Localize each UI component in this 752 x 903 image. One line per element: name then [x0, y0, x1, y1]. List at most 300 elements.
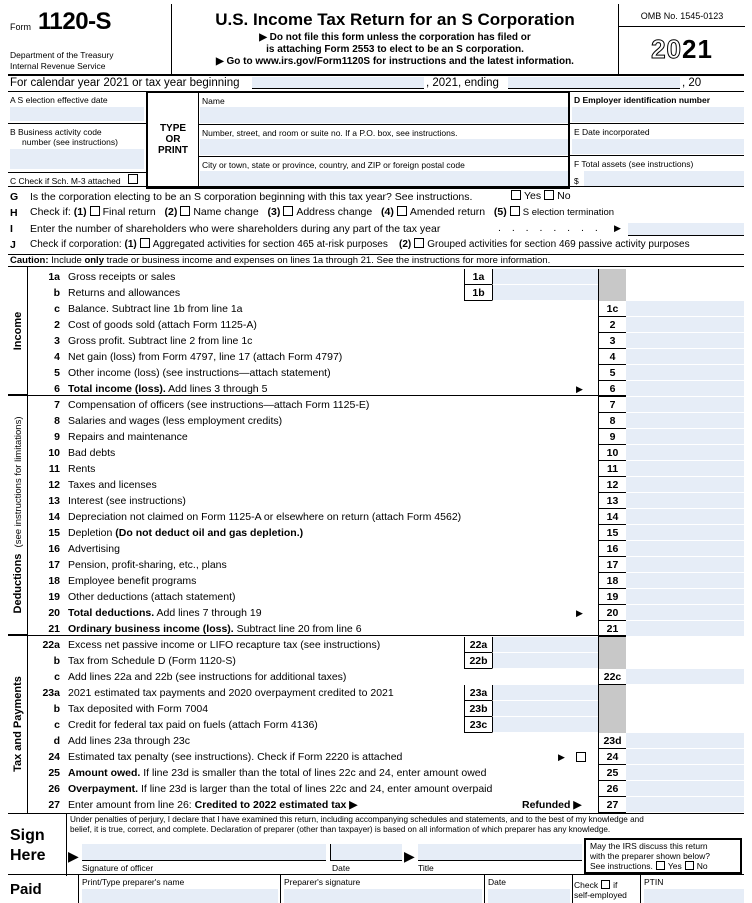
line-text — [68, 591, 236, 603]
line-row — [28, 573, 744, 589]
line-text — [68, 527, 303, 539]
line-text-body: Net gain (loss) from Form 4797, line 17 (attach Form 4797) — [68, 351, 343, 363]
corporation-name-field[interactable] — [200, 107, 568, 123]
business-activity-code-field[interactable] — [10, 149, 144, 169]
year-outline: 20 — [651, 34, 682, 64]
j2-label: Grouped activities for section 469 passive activity purposes — [427, 239, 690, 250]
j-letter: J — [10, 239, 16, 251]
line-arrow: ▶ — [576, 608, 583, 618]
line-row — [28, 349, 744, 365]
line-text-body: Cost of goods sold (attach Form 1125-A) — [68, 319, 257, 331]
shaded-cell — [598, 653, 626, 669]
line-row — [28, 365, 744, 381]
line-text — [68, 431, 188, 443]
line-text-body: Interest (see instructions) — [68, 495, 186, 507]
dept-line-2: Internal Revenue Service — [10, 61, 106, 71]
amount-field[interactable] — [626, 397, 744, 413]
line-text-body: 2021 estimated tax payments and 2020 overpayment credited to 2021 — [68, 687, 394, 699]
line-row — [28, 429, 744, 445]
sign-word: Sign — [10, 827, 45, 844]
line-text-body: Add lines 7 through 19 — [154, 607, 262, 619]
line-row — [28, 333, 744, 349]
discuss-line-2: with the preparer shown below? — [590, 851, 711, 861]
line-text-body: Credit for federal tax paid on fuels (attach Form 4136) — [68, 719, 318, 731]
amended-return-checkbox[interactable] — [397, 206, 407, 216]
ptin-label: PTIN — [644, 877, 664, 887]
amount-field[interactable] — [626, 365, 744, 381]
check-if: if — [613, 880, 618, 890]
line-row — [28, 701, 744, 717]
line-row — [28, 285, 744, 301]
line-arrow: ▶ — [576, 384, 583, 394]
amount-field[interactable] — [626, 733, 744, 749]
omb-number: OMB No. 1545-0123 — [619, 11, 745, 27]
amount-field[interactable] — [626, 781, 744, 797]
i-dots: . . . . . . . . — [498, 222, 602, 234]
tax-payments-label: Tax and Payments — [11, 676, 24, 772]
line-text-body: Taxes and licenses — [68, 479, 157, 491]
box-label: 1c — [598, 301, 626, 317]
amount-field[interactable] — [626, 349, 744, 365]
line-text — [68, 559, 227, 571]
title-label: Title — [418, 863, 434, 873]
line-number: 2 — [54, 319, 60, 331]
line-text-body: Subtract line 20 from line 6 — [233, 623, 362, 635]
shaded-cell — [598, 637, 626, 653]
line-text-body: Tax deposited with Form 7004 — [68, 703, 209, 715]
line-text-body: Balance. Subtract line 1b from line 1a — [68, 303, 243, 315]
line-text — [68, 319, 257, 331]
shaded-cell — [598, 269, 626, 285]
box-label: 4 — [598, 349, 626, 365]
title-arrow: ▶ — [404, 848, 415, 864]
here-word: Here — [10, 847, 46, 864]
amount-field[interactable] — [626, 541, 744, 557]
line-text — [68, 703, 208, 715]
line-text-bold: (Do not deduct oil and gas depletion.) — [112, 527, 304, 539]
box-label: 24 — [598, 749, 626, 765]
shaded-cell — [598, 701, 626, 717]
grouped-activities-checkbox[interactable] — [414, 238, 424, 248]
inner-box-label: 22b — [464, 653, 492, 669]
line-text — [68, 767, 486, 779]
sig-arrow: ▶ — [68, 848, 79, 864]
line-text-body: Compensation of officers (see instructions—attach Form 1125-E) — [68, 399, 370, 411]
amount-field[interactable] — [626, 301, 744, 317]
e-label: E Date incorporated — [574, 127, 650, 137]
line-number: 4 — [54, 351, 60, 363]
line-text-body: Employee benefit programs — [68, 575, 197, 587]
line-number: 17 — [48, 559, 60, 571]
blank-cell — [626, 637, 744, 653]
line-text — [68, 719, 318, 731]
preparer-date-field[interactable] — [488, 889, 570, 903]
line-text-body: Returns and allowances — [68, 287, 181, 299]
shaded-cell — [598, 717, 626, 733]
line-j — [8, 237, 744, 253]
dept-line-1: Department of the Treasury — [10, 50, 114, 60]
discuss-no: No — [696, 861, 708, 871]
amount-field[interactable] — [626, 573, 744, 589]
line-text-body: Advertising — [68, 543, 120, 555]
shaded-cell — [598, 685, 626, 701]
aggregated-activities-checkbox[interactable] — [140, 238, 150, 248]
h2-num: (2) — [164, 206, 178, 218]
amount-field[interactable] — [626, 461, 744, 477]
caution-line — [8, 254, 744, 267]
amount-field[interactable] — [626, 557, 744, 573]
box-label: 11 — [598, 461, 626, 477]
year-bold: 21 — [682, 34, 713, 64]
g-letter: G — [10, 191, 19, 203]
deductions-thin: (see instructions for limitations) — [12, 416, 24, 547]
g-text: Is the corporation electing to be an S corporation beginning with this tax year? See instructions. — [30, 191, 473, 203]
amount-field[interactable] — [626, 429, 744, 445]
i-arrow: ▶ — [614, 223, 621, 233]
line-arrow: ▶ — [558, 752, 565, 762]
line-row — [28, 445, 744, 461]
discuss-no-checkbox[interactable] — [685, 861, 694, 870]
line-text — [68, 607, 262, 619]
line-row — [28, 493, 744, 509]
g-options — [508, 190, 571, 202]
g-no-label: No — [557, 190, 571, 202]
line-text — [68, 383, 267, 395]
line-row — [28, 413, 744, 429]
box-label: 25 — [598, 765, 626, 781]
address-change-checkbox[interactable] — [283, 206, 293, 216]
discuss-line-3: See instructions. — [590, 861, 653, 871]
ein-field[interactable] — [572, 107, 744, 122]
s-election-termination-checkbox[interactable] — [510, 206, 520, 216]
name-change-checkbox[interactable] — [180, 206, 190, 216]
box-label: 15 — [598, 525, 626, 541]
amount-field[interactable] — [626, 509, 744, 525]
omb-block — [618, 4, 744, 76]
line-i — [8, 221, 744, 237]
g-yes-label: Yes — [524, 190, 542, 202]
line-text — [68, 463, 95, 475]
line-number: 25 — [48, 767, 60, 779]
inner-amount-field[interactable] — [492, 285, 598, 301]
caution-only: only — [84, 255, 104, 266]
city-state-zip-field[interactable] — [200, 171, 568, 186]
amount-field[interactable] — [626, 525, 744, 541]
sign-title — [10, 826, 46, 866]
inner-box-label: 23c — [464, 717, 492, 733]
calendar-mid: , 2021, ending — [426, 77, 499, 89]
line-text — [68, 271, 175, 283]
self-employed-checkbox[interactable] — [601, 880, 610, 889]
perjury-line-1: Under penalties of perjury, I declare that I have examined this return, including accompanying schedules and statements, and to the best of my knowledge and — [70, 815, 644, 824]
line-text — [68, 799, 357, 811]
amount-field[interactable] — [626, 605, 744, 621]
total-assets-field[interactable] — [584, 171, 744, 186]
line-text-bold: Amount owed. — [68, 767, 141, 779]
line-text-bold: Ordinary business income (loss). — [68, 623, 234, 635]
amount-field[interactable] — [626, 381, 744, 397]
amount-field[interactable] — [626, 749, 744, 765]
caution-text-1: Include — [51, 255, 82, 266]
line-number: 12 — [48, 479, 60, 491]
line-row — [28, 317, 744, 333]
line-row — [28, 717, 744, 733]
form-header — [8, 4, 744, 76]
line-number: 5 — [54, 367, 60, 379]
line-text — [68, 639, 380, 651]
deductions-label — [12, 416, 24, 613]
preparer-date-label: Date — [488, 877, 506, 887]
preparer-signature-field[interactable] — [284, 889, 482, 903]
line-text-bold: Total income (loss). — [68, 383, 166, 395]
h-options — [30, 206, 614, 218]
j2-num: (2) — [398, 239, 412, 250]
tax-year-end-field[interactable] — [508, 77, 680, 89]
h5-label: S election termination — [522, 207, 615, 218]
box-label: 22c — [598, 669, 626, 685]
line-row — [28, 269, 744, 285]
inner-amount-field[interactable] — [492, 717, 598, 733]
h1-label: Final return — [102, 206, 156, 218]
blank-cell — [626, 685, 744, 701]
preparer-name-field[interactable] — [82, 889, 278, 903]
tax-year-begin-field[interactable] — [252, 77, 424, 89]
amount-field[interactable] — [626, 493, 744, 509]
amount-field[interactable] — [626, 477, 744, 493]
amount-field[interactable] — [626, 797, 744, 813]
street-address-field[interactable] — [200, 139, 568, 155]
line-text — [68, 399, 369, 411]
line-row — [28, 589, 744, 605]
perjury-line-2: belief, it is true, correct, and complete. Declaration of preparer (other than taxpayer) is based on all information of which preparer has any knowledge. — [70, 825, 611, 834]
line-number: 24 — [48, 751, 60, 763]
c-label: C Check if Sch. M-3 attached — [10, 176, 121, 186]
self-employed-check — [574, 880, 627, 900]
line-text — [68, 751, 402, 763]
street-label: Number, street, and room or suite no. If a P.O. box, see instructions. — [202, 128, 458, 138]
department — [10, 50, 113, 72]
line-text — [68, 671, 346, 683]
discuss-line-3-row — [590, 861, 736, 871]
line-text — [68, 575, 196, 587]
inner-amount-field[interactable] — [492, 637, 598, 653]
line-text-body: Gross receipts or sales — [68, 271, 176, 283]
box-label: 13 — [598, 493, 626, 509]
refunded-label: Refunded ▶ — [522, 799, 582, 811]
paid-title: Paid — [10, 881, 42, 898]
line-number: b — [53, 287, 60, 299]
calendar-end: , 20 — [682, 77, 702, 89]
line-text-body: Depletion — [68, 527, 113, 539]
line-row — [28, 541, 744, 557]
line-number: 18 — [48, 575, 60, 587]
g-yes-checkbox[interactable] — [511, 190, 521, 200]
h1-num: (1) — [73, 206, 87, 218]
blank-cell — [626, 701, 744, 717]
h4-label: Amended return — [409, 206, 486, 218]
caution-bold: Caution: — [10, 255, 49, 266]
line-row — [28, 765, 744, 781]
i-text: Enter the number of shareholders who were shareholders during any part of the tax year — [30, 223, 441, 235]
amount-field[interactable] — [626, 621, 744, 637]
box-label: 7 — [598, 397, 626, 413]
line-text-body: Other deductions (attach statement) — [68, 591, 236, 603]
date-label: Date — [332, 863, 350, 873]
box-label: 26 — [598, 781, 626, 797]
line-number: 22a — [42, 639, 60, 651]
inner-box-label: 22a — [464, 637, 492, 653]
line-row — [28, 301, 744, 317]
form-id-block — [8, 4, 172, 76]
box-label: 16 — [598, 541, 626, 557]
line-row — [28, 653, 744, 669]
name-label: Name — [202, 96, 225, 106]
date-incorporated-field[interactable] — [572, 139, 744, 154]
form-2220-checkbox[interactable] — [576, 752, 586, 762]
line-text — [68, 495, 186, 507]
divider — [198, 124, 568, 125]
box-label: 12 — [598, 477, 626, 493]
line-text-body: Salaries and wages (less employment credits) — [68, 415, 283, 427]
line-text-body: Add lines 23a through 23c — [68, 735, 191, 747]
line-g — [8, 189, 744, 205]
line-text-body: Other income (loss) (see instructions—attach statement) — [68, 367, 331, 379]
h3-num: (3) — [267, 206, 281, 218]
line-number: d — [53, 735, 60, 747]
divider — [570, 123, 744, 124]
city-label: City or town, state or province, country, and ZIP or foreign postal code — [202, 160, 465, 170]
inner-box-label: 1a — [464, 269, 492, 285]
amount-field[interactable] — [626, 669, 744, 685]
box-label: 21 — [598, 621, 626, 637]
discuss-yes-checkbox[interactable] — [656, 861, 665, 870]
amount-field[interactable] — [626, 317, 744, 333]
line-text — [68, 479, 157, 491]
line-text — [68, 623, 362, 635]
line-number: b — [53, 703, 60, 715]
line-text-bold: Credited to 2022 estimated tax ▶ — [191, 799, 358, 811]
box-label: 8 — [598, 413, 626, 429]
box-label: 20 — [598, 605, 626, 621]
divider — [280, 875, 281, 903]
box-label: 19 — [598, 589, 626, 605]
dollar-sign: $ — [574, 176, 579, 186]
line-number: 26 — [48, 783, 60, 795]
box-label: 5 — [598, 365, 626, 381]
line-row — [28, 557, 744, 573]
line-text-body: Pension, profit-sharing, etc., plans — [68, 559, 227, 571]
box-label: 18 — [598, 573, 626, 589]
blank-cell — [626, 653, 744, 669]
officer-date-field[interactable] — [330, 844, 402, 861]
note-3: ▶ Go to www.irs.gov/Form1120S for instructions and the latest information. — [216, 56, 574, 67]
inner-box-label: 1b — [464, 285, 492, 301]
line-text-body: Enter amount from line 26: — [68, 799, 192, 811]
h-text: Check if: — [30, 206, 71, 218]
divider — [8, 123, 146, 124]
paid-preparer-section — [8, 875, 744, 903]
line-number: 7 — [54, 399, 60, 411]
inner-amount-field[interactable] — [492, 269, 598, 285]
inner-amount-field[interactable] — [492, 685, 598, 701]
final-return-checkbox[interactable] — [90, 206, 100, 216]
officer-signature-field[interactable] — [82, 844, 326, 861]
perjury-statement — [70, 815, 742, 835]
j-text: Check if corporation: — [30, 239, 122, 250]
line-row — [28, 733, 744, 749]
line-number: 13 — [48, 495, 60, 507]
line-text-body: Depreciation not claimed on Form 1125-A or elsewhere on return (attach Form 4562) — [68, 511, 462, 523]
line-row — [28, 509, 744, 525]
line-number: 10 — [48, 447, 60, 459]
s-election-date-field[interactable] — [10, 107, 144, 121]
box-label: 14 — [598, 509, 626, 525]
type-or-print-label: TYPE OR PRINT — [158, 123, 188, 156]
divider — [78, 875, 79, 903]
line-row — [28, 685, 744, 701]
box-label: 23d — [598, 733, 626, 749]
line-number: 21 — [48, 623, 60, 635]
amount-field[interactable] — [626, 445, 744, 461]
note-2: is attaching Form 2553 to elect to be an S corporation. — [266, 44, 524, 55]
line-number: 3 — [54, 335, 60, 347]
line-row — [28, 669, 744, 685]
h4-num: (4) — [380, 206, 394, 218]
line-text-body: Rents — [68, 463, 96, 475]
blank-cell — [626, 285, 744, 301]
box-label: 27 — [598, 797, 626, 813]
line-row — [28, 605, 744, 621]
amount-field[interactable] — [626, 413, 744, 429]
amount-field[interactable] — [626, 765, 744, 781]
deductions-sidebar — [8, 395, 28, 635]
b-label-1: B Business activity code — [10, 127, 102, 137]
calendar-year-row — [8, 77, 744, 91]
line-text-body: Estimated tax penalty (see instructions). Check if Form 2220 is attached — [68, 751, 403, 763]
sch-m3-checkbox[interactable] — [128, 174, 138, 184]
line-row — [28, 781, 744, 797]
j1-label: Aggregated activities for section 465 at-risk purposes — [152, 239, 388, 250]
preparer-name-label: Print/Type preparer's name — [82, 877, 185, 887]
form-title: U.S. Income Tax Return for an S Corporation — [215, 10, 575, 29]
inner-amount-field[interactable] — [492, 701, 598, 717]
shareholder-count-field[interactable] — [628, 223, 744, 236]
b-label-2: number (see instructions) — [22, 137, 118, 147]
h2-label: Name change — [193, 206, 259, 218]
line-row — [28, 621, 744, 637]
ptin-field[interactable] — [644, 889, 744, 903]
line-text — [68, 655, 236, 667]
line-number: 14 — [48, 511, 60, 523]
blank-cell — [626, 717, 744, 733]
line-text — [68, 783, 492, 795]
amount-field[interactable] — [626, 589, 744, 605]
amount-field[interactable] — [626, 333, 744, 349]
box-label: 17 — [598, 557, 626, 573]
j-options — [30, 238, 690, 250]
line-text-body: Gross profit. Subtract line 2 from line 1c — [68, 335, 253, 347]
sign-here-section — [8, 813, 744, 875]
inner-amount-field[interactable] — [492, 653, 598, 669]
line-number: 27 — [48, 799, 60, 811]
officer-title-field[interactable] — [418, 844, 582, 861]
box-label: 3 — [598, 333, 626, 349]
line-number: 16 — [48, 543, 60, 555]
line-row — [28, 397, 744, 413]
line-text-body: Tax from Schedule D (Form 1120-S) — [68, 655, 236, 667]
line-number: 11 — [48, 463, 60, 475]
g-no-checkbox[interactable] — [544, 190, 554, 200]
